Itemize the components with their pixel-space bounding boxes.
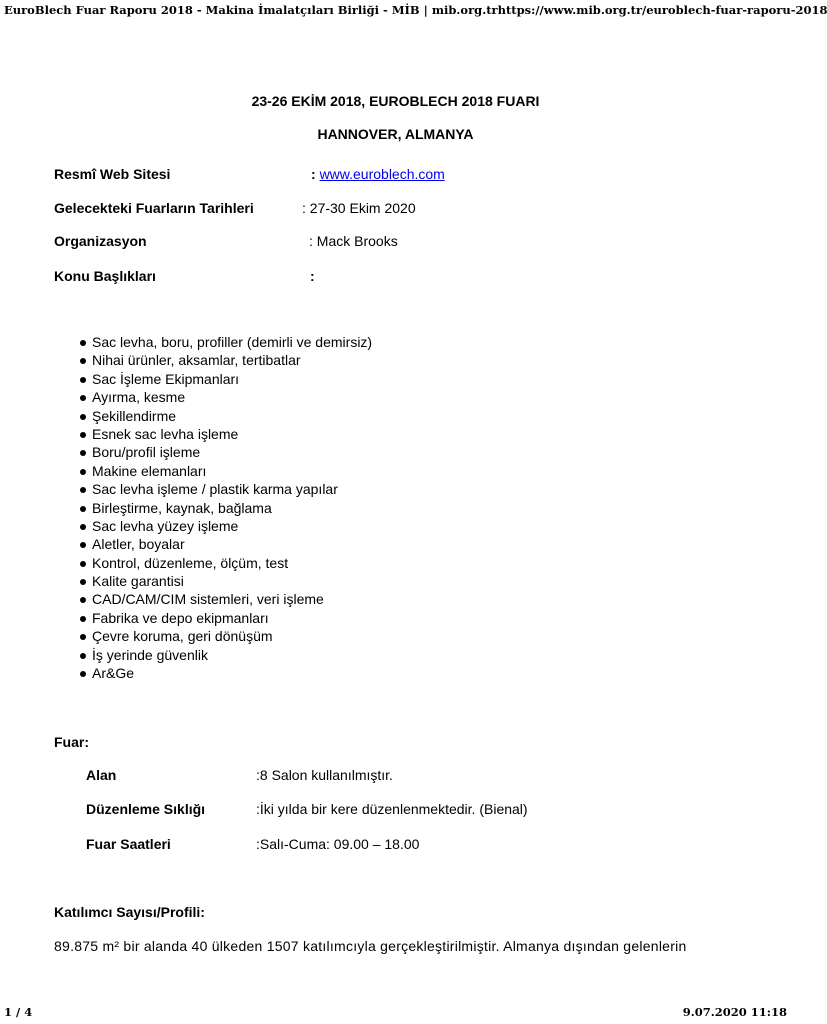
list-item: Kalite garantisi — [92, 572, 372, 590]
list-item: Fabrika ve depo ekipmanları — [92, 609, 372, 627]
website-label: Resmî Web Sitesi — [54, 166, 171, 182]
topics-list — [54, 333, 372, 682]
topics-label: Konu Başlıkları — [54, 268, 156, 284]
participants-text: 89.875 m² bir alanda 40 ülkeden 1507 katılımcıyla gerçekleştirilmiştir. Almanya dışından gelenlerin — [54, 938, 687, 954]
print-header — [4, 3, 827, 17]
event-title: 23-26 EKİM 2018, EUROBLECH 2018 FUARI — [251, 93, 540, 109]
print-footer — [4, 1005, 787, 1019]
list-item: Aletler, boyalar — [92, 535, 372, 553]
list-item: Sac levha işleme / plastik karma yapılar — [92, 480, 372, 498]
list-item: Kontrol, düzenleme, ölçüm, test — [92, 554, 372, 572]
list-item: Esnek sac levha işleme — [92, 425, 372, 443]
header-url: https://www.mib.org.tr/euroblech-fuar-raporu-2018 — [497, 3, 827, 17]
list-item: CAD/CAM/CIM sistemleri, veri işleme — [92, 590, 372, 608]
future-dates-label: Gelecekteki Fuarların Tarihleri — [54, 200, 254, 216]
topics-colon: : — [310, 268, 315, 284]
frequency-value: :İki yılda bir kere düzenlenmektedir. (Bienal) — [256, 801, 528, 817]
page-number: 1 / 4 — [4, 1005, 33, 1019]
frequency-label: Düzenleme Sıklığı — [86, 801, 206, 817]
list-item: Şekillendirme — [92, 407, 372, 425]
website-separator: : — [311, 166, 320, 182]
organization-label: Organizasyon — [54, 233, 147, 249]
fair-heading: Fuar: — [54, 734, 89, 750]
website-row — [311, 166, 445, 182]
list-item: Sac levha yüzey işleme — [92, 517, 372, 535]
area-label: Alan — [86, 767, 117, 783]
list-item: Boru/profil işleme — [92, 443, 372, 461]
event-location: HANNOVER, ALMANYA — [317, 126, 474, 142]
area-value: :8 Salon kullanılmıştır. — [256, 767, 393, 783]
list-item: Makine elemanları — [92, 462, 372, 480]
participants-heading: Katılımcı Sayısı/Profili: — [54, 904, 205, 920]
header-page-title: EuroBlech Fuar Raporu 2018 - Makina İmalatçıları Birliği - MİB | mib.org.tr — [4, 3, 498, 17]
future-dates-value: : 27-30 Ekim 2020 — [302, 200, 416, 216]
print-datetime: 9.07.2020 11:18 — [682, 1005, 787, 1019]
list-item: Nihai ürünler, aksamlar, tertibatlar — [92, 351, 372, 369]
list-item: Çevre koruma, geri dönüşüm — [92, 627, 372, 645]
website-link[interactable]: www.euroblech.com — [319, 166, 445, 182]
hours-value: :Salı-Cuma: 09.00 – 18.00 — [256, 836, 420, 852]
list-item: Sac levha, boru, profiller (demirli ve demirsiz) — [92, 334, 373, 350]
hours-label: Fuar Saatleri — [86, 836, 171, 852]
list-item: Birleştirme, kaynak, bağlama — [92, 499, 372, 517]
list-item: Sac İşleme Ekipmanları — [92, 370, 372, 388]
list-item: Ayırma, kesme — [92, 388, 372, 406]
organization-value: : Mack Brooks — [309, 233, 398, 249]
list-item: Ar&Ge — [92, 664, 372, 682]
list-item: İş yerinde güvenlik — [92, 646, 372, 664]
